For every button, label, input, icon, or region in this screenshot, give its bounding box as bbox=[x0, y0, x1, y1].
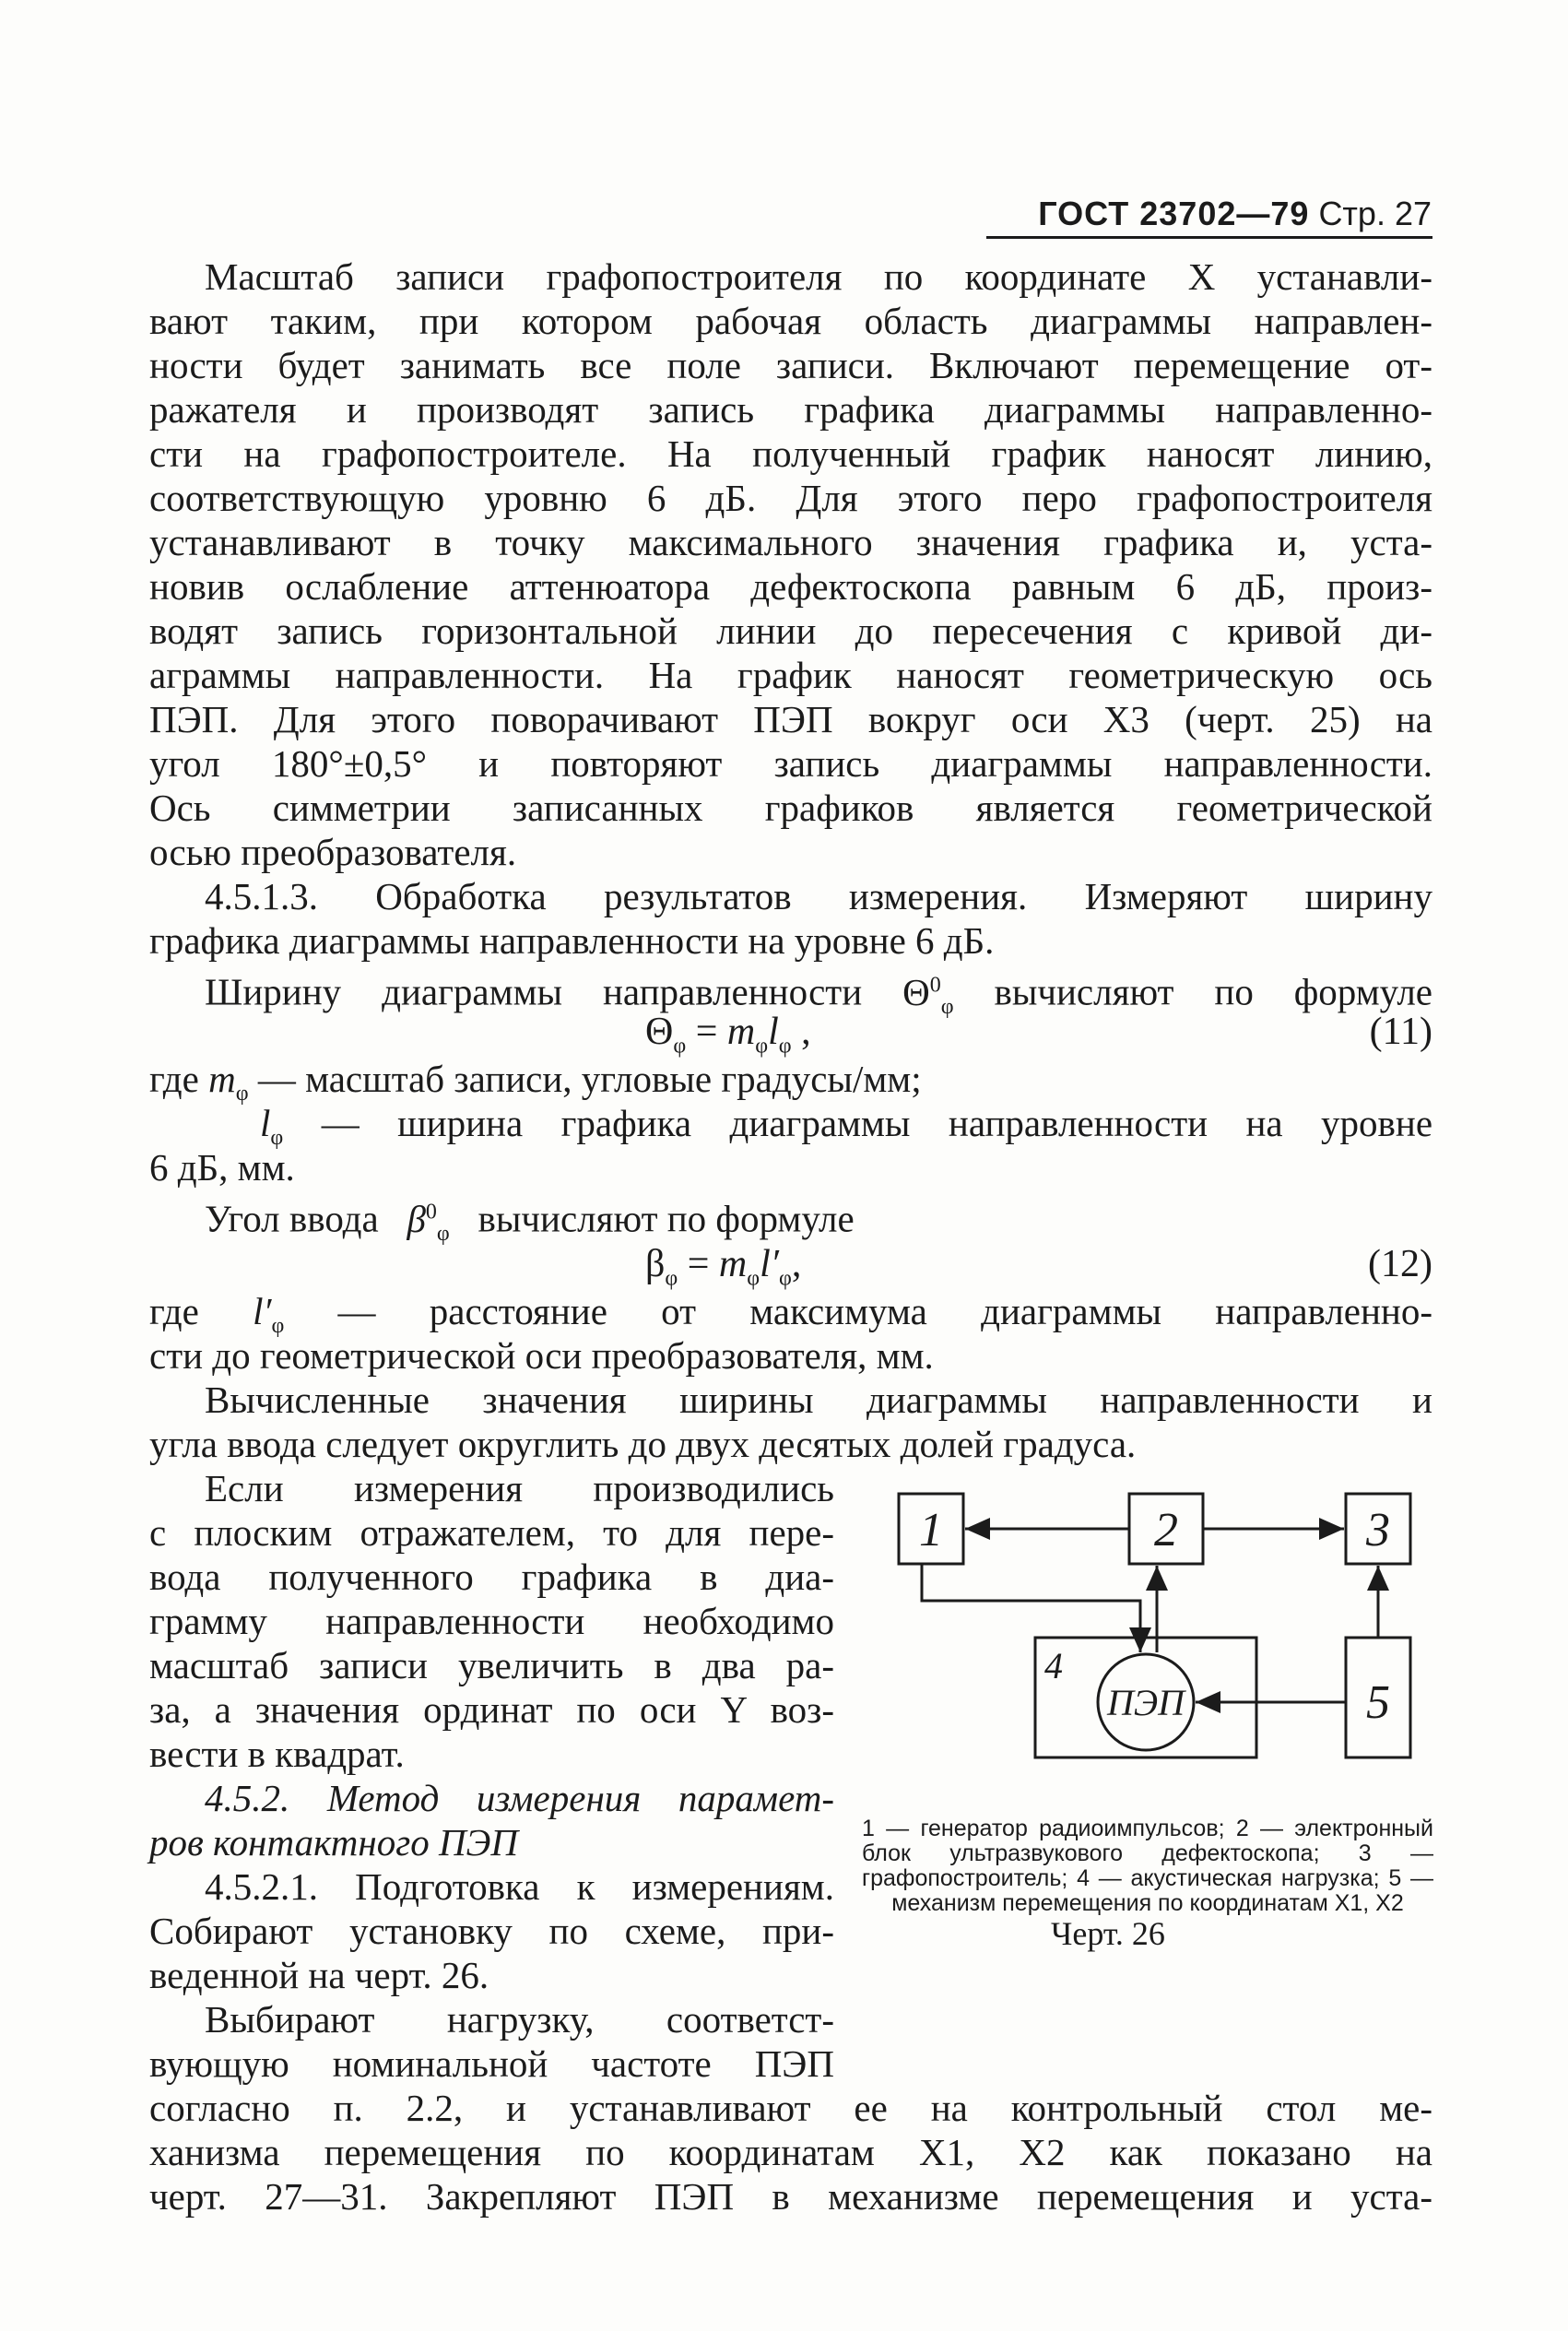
section-heading: ров контактного ПЭП bbox=[149, 1821, 519, 1864]
text-line: Выбирают нагрузку, соответст- bbox=[205, 1998, 834, 2041]
block-1-label: 1 bbox=[919, 1504, 943, 1556]
page-header bbox=[1038, 194, 1432, 234]
text-line: графика диаграммы направленности на уровне 6 дБ. bbox=[149, 919, 995, 962]
where-m: где $m_\varphi$ — масштаб записи, угловые градусы/мм; bbox=[149, 1058, 922, 1106]
text-line: за, а значения ординат по оси Y воз- bbox=[149, 1688, 834, 1731]
text-line: черт. 27—31. Закрепляют ПЭП в механизме перемещения и уста- bbox=[149, 2175, 1432, 2218]
formula-12: $\beta_\varphi = m_\varphi l'_\varphi$, bbox=[645, 1243, 802, 1291]
where-l-prime: где $l'_\varphi$ — расстояние от максимума диаграммы направленно- bbox=[149, 1290, 1433, 1339]
block-5-label: 5 bbox=[1366, 1676, 1390, 1729]
text-line: Если измерения производились bbox=[205, 1467, 834, 1509]
text-line: новив ослабление аттенюатора дефектоскопа равным 6 дБ, произ- bbox=[149, 565, 1432, 608]
block-2-label: 2 bbox=[1154, 1504, 1178, 1556]
text-line: вода полученного графика в диа- bbox=[149, 1556, 834, 1598]
text-line: ражателя и производят запись графика диаграммы направленно- bbox=[149, 388, 1432, 431]
text-line: вести в квадрат. bbox=[149, 1733, 405, 1775]
text-line: сти до геометрической оси преобразователя, мм. bbox=[149, 1334, 934, 1377]
formula-intro-width: Ширину диаграммы направленности $\Theta^0_\varphi$ вычисляют по формуле bbox=[205, 970, 1432, 1019]
text-line: осью преобразователя. bbox=[149, 831, 517, 873]
symbol-theta: $\Theta^0_\varphi$ bbox=[902, 970, 954, 1019]
equation-number-11: (11) bbox=[1369, 1011, 1432, 1053]
header-rule bbox=[986, 236, 1432, 239]
text-line: угла ввода следует округлить до двух десятых долей градуса. bbox=[149, 1423, 1137, 1465]
formula-intro-angle: Угол ввода $\beta^0_\varphi$ вычисляют по формуле bbox=[205, 1197, 855, 1246]
text-line: ПЭП. Для этого поворачивают ПЭП вокруг оси X3 (черт. 25) на bbox=[149, 698, 1432, 740]
text-line: Вычисленные значения ширины диаграммы направленности и bbox=[205, 1378, 1432, 1421]
arrow-1-to-transducer bbox=[922, 1564, 1140, 1652]
text-line: устанавливают в точку максимального значения графика и, уста- bbox=[149, 521, 1432, 563]
figure-label: Черт. 26 bbox=[1051, 1915, 1165, 1952]
block-diagram-svg bbox=[880, 1464, 1433, 1824]
text-line: ности будет занимать все поле записи. Включают перемещение от- bbox=[149, 344, 1432, 386]
text-line: масштаб записи увеличить в два ра- bbox=[149, 1644, 834, 1686]
text-line: 6 дБ, мм. bbox=[149, 1146, 295, 1189]
text-line: вующую номинальной частоте ПЭП bbox=[149, 2042, 834, 2085]
transducer-label: ПЭП bbox=[1107, 1682, 1185, 1723]
text-line: грамму направленности необходимо bbox=[149, 1600, 834, 1642]
text-line: 4.5.2.1. Подготовка к измерениям. bbox=[205, 1865, 834, 1908]
text-line: аграммы направленности. На график наносят геометрическую ось bbox=[149, 654, 1432, 696]
figure-caption: 1 — генератор радиоимпульсов; 2 — электронный блок ультразвукового дефектоскопа; 3 — графопостроитель; 4 — акустическая нагрузка; 5 — механизм перемещения по координатам X1, X2 bbox=[862, 1816, 1433, 1916]
text-line: веденной на черт. 26. bbox=[149, 1954, 489, 1996]
text-line: сти на графопостроителе. На полученный график наносят линию, bbox=[149, 432, 1432, 475]
block-diagram bbox=[880, 1464, 1433, 1824]
text-line: Масштаб записи графопостроителя по координате X устанавли- bbox=[205, 255, 1432, 298]
text-line: Собирают установку по схеме, при- bbox=[149, 1910, 834, 1952]
block-3-label: 3 bbox=[1366, 1504, 1390, 1556]
text-line: ханизма перемещения по координатам X1, X2 как показано на bbox=[149, 2131, 1432, 2173]
text-line: согласно п. 2.2, и устанавливают ее на контрольный стол ме- bbox=[149, 2087, 1432, 2129]
where-l: $l_\varphi$ — ширина графика диаграммы направленности на уровне bbox=[260, 1102, 1433, 1151]
text-line: 4.5.1.3. Обработка результатов измерения. Измеряют ширину bbox=[205, 875, 1432, 917]
text-line: вают таким, при котором рабочая область диаграммы направлен- bbox=[149, 300, 1432, 342]
block-4-label: 4 bbox=[1044, 1645, 1063, 1686]
symbol-beta: $\beta^0_\varphi$ bbox=[407, 1197, 450, 1246]
text-line: Ось симметрии записанных графиков является геометрической bbox=[149, 787, 1432, 829]
formula-11: $\Theta_\varphi = m_\varphi l_\varphi$ , bbox=[645, 1011, 811, 1059]
section-heading: 4.5.2. Метод измерения парамет- bbox=[205, 1777, 834, 1819]
text-line: угол 180°±0,5° и повторяют запись диаграммы направленности. bbox=[149, 742, 1432, 785]
text-line: соответствующую уровню 6 дБ. Для этого перо графопостроителя bbox=[149, 477, 1432, 519]
standard-number: ГОСТ 23702—79 bbox=[1038, 195, 1310, 232]
equation-number-12: (12) bbox=[1368, 1243, 1432, 1285]
text-line: с плоским отражателем, то для пере- bbox=[149, 1511, 834, 1554]
page-number: Стр. 27 bbox=[1318, 195, 1432, 232]
text-line: водят запись горизонтальной линии до пересечения с кривой ди- bbox=[149, 609, 1432, 652]
